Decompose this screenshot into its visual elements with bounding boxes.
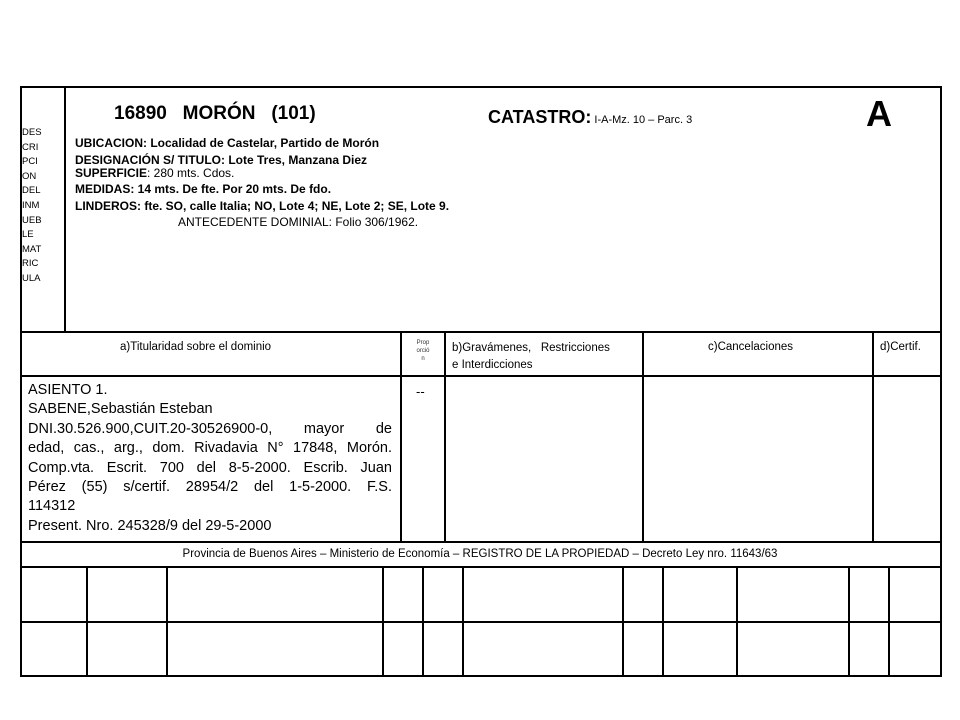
empty-row-rule xyxy=(20,621,942,623)
border-right xyxy=(940,86,942,677)
bottom-grid-divider xyxy=(622,566,624,676)
bottom-grid-divider xyxy=(888,566,890,676)
bottom-grid-divider xyxy=(736,566,738,676)
proporcion-fragment: n xyxy=(421,356,425,362)
side-label-fragment: LE xyxy=(22,229,34,241)
catastro-label: CATASTRO: xyxy=(488,107,592,127)
asiento-entry xyxy=(28,381,392,536)
linderos-line xyxy=(75,199,449,213)
side-label-fragment: RIC xyxy=(22,258,39,270)
column-header-rule xyxy=(20,375,942,377)
bottom-grid-divider xyxy=(382,566,384,676)
side-label-divider xyxy=(64,86,66,332)
col-header-certif: d)Certif. xyxy=(880,341,921,353)
ubicacion-label: UBICACION: xyxy=(75,136,147,150)
col-header-gravamenes xyxy=(452,340,610,374)
ubicacion-value: Localidad de Castelar, Partido de Morón xyxy=(147,136,380,150)
registry-footer: Provincia de Buenos Aires – Ministerio de Economía – REGISTRO DE LA PROPIEDAD – Decreto Ley nro. 11643/63 xyxy=(182,548,778,560)
ubicacion-line xyxy=(75,136,379,150)
asiento-line: Pérez (55) s/certif. 28954/2 del 1-5-2000. F.S. xyxy=(28,479,392,496)
bottom-grid-divider xyxy=(662,566,664,676)
bottom-grid-divider xyxy=(462,566,464,676)
footer-rule xyxy=(20,566,942,568)
col-header-cancelaciones: c)Cancelaciones xyxy=(708,341,794,353)
superficie-line xyxy=(75,166,234,180)
side-label-fragment: INM xyxy=(22,199,40,211)
superficie-label: SUPERFICIE xyxy=(75,166,148,180)
asiento-line: 114312 xyxy=(28,498,76,515)
asiento-bottom-rule xyxy=(20,541,942,543)
medidas-line xyxy=(75,182,331,196)
bottom-grid-divider xyxy=(848,566,850,676)
catastro-value: I-A-Mz. 10 – Parc. 3 xyxy=(591,114,693,126)
side-label-fragment: CRI xyxy=(22,141,39,153)
asiento-presentacion: Present. Nro. 245328/9 del 29-5-2000 xyxy=(28,517,272,534)
border-bottom xyxy=(20,675,942,677)
border-top xyxy=(20,86,942,88)
asiento-line: edad, cas., arg., dom. Rivadavia N° 17848, Morón. xyxy=(28,440,392,457)
col-divider-2 xyxy=(444,331,446,542)
side-label-fragment: MAT xyxy=(22,243,42,255)
side-label-fragment: PCI xyxy=(22,156,38,168)
side-label-fragment: UEB xyxy=(22,214,42,226)
matricula-number-title: 16890 MORÓN (101) xyxy=(114,103,316,124)
bottom-grid-divider xyxy=(166,566,168,676)
col-divider-1 xyxy=(400,331,402,542)
asiento-line: Comp.vta. Escrit. 700 del 8-5-2000. Escrib. Juan xyxy=(28,459,392,476)
col-header-proporcion xyxy=(404,339,442,363)
col-divider-4 xyxy=(872,331,874,542)
designacion-line xyxy=(75,153,367,167)
bottom-grid-divider xyxy=(86,566,88,676)
bottom-grid-divider xyxy=(422,566,424,676)
antecedente-line: ANTECEDENTE DOMINIAL: Folio 306/1962. xyxy=(178,215,419,229)
asiento-line: DNI.30.526.900,CUIT.20-30526900-0, mayor de xyxy=(28,420,392,437)
series-letter: A xyxy=(866,93,892,134)
side-label-descripcion xyxy=(22,126,62,287)
side-label-fragment: DES xyxy=(22,127,42,138)
side-label-fragment: ULA xyxy=(22,272,41,284)
side-label-fragment: ON xyxy=(22,170,37,182)
superficie-value: : 280 mts. Cdos. xyxy=(147,166,235,180)
designacion-text: DESIGNACIÓN S/ TITULO: Lote Tres, Manzana Diez xyxy=(75,153,368,167)
side-label-fragment: DEL xyxy=(22,185,41,197)
asiento-owner-name: SABENE,Sebastián Esteban xyxy=(28,401,213,418)
col-header-titularidad: a)Titularidad sobre el dominio xyxy=(120,341,272,353)
gravamenes-line-1: b)Gravámenes, Restricciones xyxy=(452,342,610,354)
proporcion-fragment: orció xyxy=(416,348,430,354)
asiento-title: ASIENTO 1. xyxy=(28,382,108,398)
col-divider-3 xyxy=(642,331,644,542)
gravamenes-line-2: e Interdicciones xyxy=(452,359,533,371)
proporcion-fragment: Prop xyxy=(416,340,430,346)
medidas-text: MEDIDAS: 14 mts. De fte. Por 20 mts. De fdo. xyxy=(75,182,332,196)
linderos-text: LINDEROS: fte. SO, calle Italia; NO, Lote 4; NE, Lote 2; SE, Lote 9. xyxy=(75,199,450,213)
proporcion-value: -- xyxy=(416,384,425,399)
header-bottom-rule xyxy=(20,331,942,333)
catastro-line xyxy=(488,107,692,128)
